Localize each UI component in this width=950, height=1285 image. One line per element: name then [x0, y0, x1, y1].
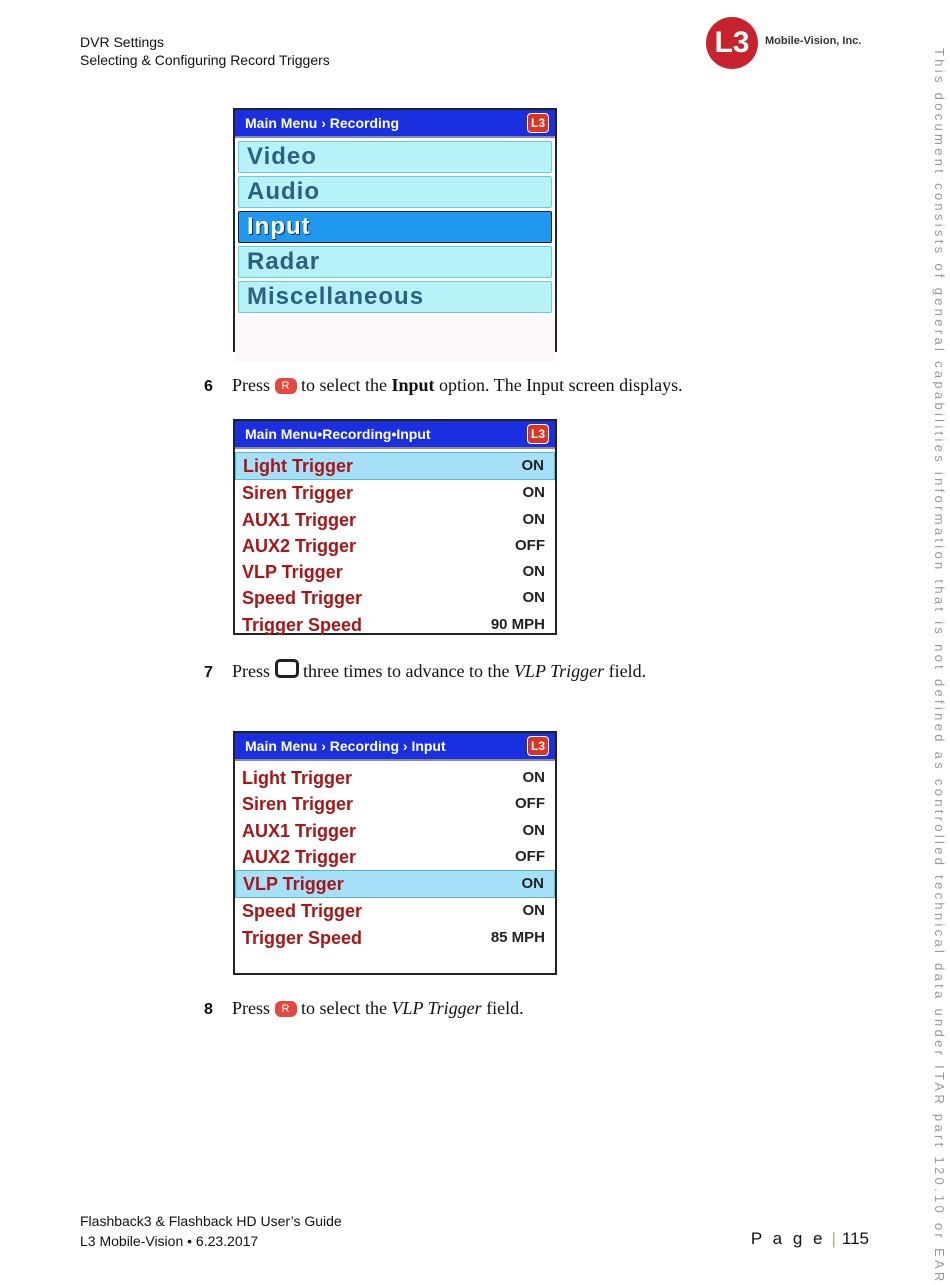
- menu-item-audio[interactable]: Audio: [238, 176, 552, 208]
- step-number: 8: [204, 1001, 213, 1018]
- step-text: Press: [232, 661, 271, 681]
- menu-empty-area: [235, 316, 555, 362]
- menu-item-radar[interactable]: Radar: [238, 246, 552, 278]
- l3-badge-icon: L3: [527, 113, 549, 133]
- page-footer: [80, 1211, 342, 1251]
- trigger-value: ON: [522, 510, 545, 528]
- step-italic-term: VLP Trigger: [391, 998, 482, 1018]
- menu-item-video[interactable]: Video: [238, 141, 552, 173]
- screen-title-bar: [235, 421, 555, 449]
- l3-badge-icon: L3: [527, 736, 549, 756]
- trigger-label: AUX2 Trigger: [242, 535, 357, 556]
- trigger-row-vlp[interactable]: [235, 559, 555, 585]
- trigger-label: VLP Trigger: [242, 562, 343, 583]
- trigger-label: Light Trigger: [242, 768, 352, 788]
- footer-guide-title: Flashback3 & Flashback HD User’s Guide: [80, 1213, 342, 1229]
- trigger-value: ON: [522, 563, 545, 581]
- trigger-label: AUX1 Trigger: [242, 820, 357, 841]
- page-number-value: 115: [841, 1229, 869, 1248]
- input-screen-light-selected: [233, 419, 557, 635]
- screen-title-bar: [235, 733, 555, 761]
- page-header: [80, 33, 330, 69]
- menu-item-miscellaneous[interactable]: Miscellaneous: [238, 281, 552, 313]
- step-text: Press: [232, 375, 271, 395]
- header-subsection: Selecting & Configuring Record Triggers: [80, 52, 330, 68]
- l3-badge-icon: L3: [527, 424, 549, 444]
- trigger-value: ON: [521, 875, 544, 893]
- page-label: P a g e: [750, 1229, 826, 1248]
- trigger-row-siren[interactable]: [235, 791, 555, 817]
- recording-menu-screen: [233, 108, 557, 352]
- screen-title: Main Menu › Recording › Input: [245, 738, 446, 754]
- step-italic-term: VLP Trigger: [513, 661, 605, 681]
- trigger-row-siren[interactable]: [235, 480, 555, 506]
- step-text: Press: [232, 998, 271, 1018]
- trigger-value: ON: [521, 457, 544, 474]
- header-section: DVR Settings: [80, 34, 165, 50]
- trigger-value: ON: [522, 902, 545, 920]
- step-bold-term: Input: [391, 375, 435, 395]
- trigger-label: AUX1 Trigger: [242, 509, 357, 530]
- trigger-value: ON: [522, 589, 545, 607]
- trigger-row-aux2[interactable]: [235, 844, 555, 870]
- step-number: 6: [204, 378, 213, 395]
- page-number: [751, 1229, 869, 1249]
- trigger-row-speed[interactable]: [235, 585, 555, 611]
- trigger-value: ON: [522, 484, 545, 502]
- company-logo: [706, 17, 876, 69]
- screen-title: Main Menu › Recording: [245, 115, 399, 131]
- trigger-row-light[interactable]: [235, 452, 555, 480]
- screen-title: Main Menu•Recording•Input: [245, 426, 431, 442]
- trigger-label: VLP Trigger: [243, 874, 344, 895]
- step-8: [204, 998, 524, 1019]
- company-name: Mobile-Vision, Inc.: [765, 35, 862, 47]
- trigger-row-speed[interactable]: [235, 898, 555, 924]
- trigger-row-light[interactable]: [235, 765, 555, 791]
- trigger-label: Siren Trigger: [242, 483, 354, 504]
- step-7: [204, 659, 646, 682]
- trigger-row-trigger-speed[interactable]: [235, 612, 555, 638]
- trigger-value: ON: [522, 769, 545, 786]
- trigger-row-aux1[interactable]: [235, 818, 555, 844]
- step-6: [204, 375, 683, 396]
- trigger-label: AUX2 Trigger: [242, 846, 357, 867]
- trigger-value: OFF: [515, 847, 545, 865]
- menu-item-input[interactable]: Input: [238, 211, 552, 243]
- step-text: three times to advance to the: [303, 661, 510, 681]
- trigger-row-aux1[interactable]: [235, 507, 555, 533]
- step-text: to select the: [301, 998, 387, 1018]
- trigger-value: 90 MPH: [490, 615, 545, 633]
- footer-publisher: L3 Mobile-Vision • 6.23.2017: [80, 1233, 259, 1249]
- step-number: 7: [204, 664, 213, 681]
- r-button-icon: R: [275, 1001, 297, 1017]
- step-text: to select the: [301, 375, 387, 395]
- itar-side-note: This document consists of general capabilities information that is not defined as controlled technical data under ITAR part 120.10 or EAR: [932, 48, 947, 1285]
- step-text: option. The Input screen displays.: [439, 375, 683, 395]
- trigger-value: OFF: [515, 536, 545, 554]
- trigger-row-vlp[interactable]: [235, 870, 555, 898]
- page-divider: |: [831, 1229, 836, 1248]
- trigger-value: OFF: [515, 795, 545, 813]
- trigger-label: Trigger Speed: [242, 927, 363, 948]
- step-text: field.: [608, 661, 647, 681]
- down-button-icon: [275, 659, 299, 678]
- trigger-label: Speed Trigger: [242, 901, 363, 922]
- l3-logo-icon: L3: [706, 17, 758, 69]
- trigger-label: Speed Trigger: [242, 588, 363, 609]
- trigger-label: Trigger Speed: [242, 614, 363, 635]
- trigger-value: 85 MPH: [490, 928, 545, 946]
- r-button-icon: R: [275, 378, 297, 394]
- step-text: field.: [486, 998, 524, 1018]
- trigger-label: Siren Trigger: [242, 794, 354, 815]
- input-screen-vlp-selected: [233, 731, 557, 975]
- trigger-label: Light Trigger: [243, 456, 353, 476]
- trigger-value: ON: [522, 821, 545, 839]
- screen-title-bar: [235, 110, 555, 138]
- trigger-row-aux2[interactable]: [235, 533, 555, 559]
- trigger-row-trigger-speed[interactable]: [235, 925, 555, 951]
